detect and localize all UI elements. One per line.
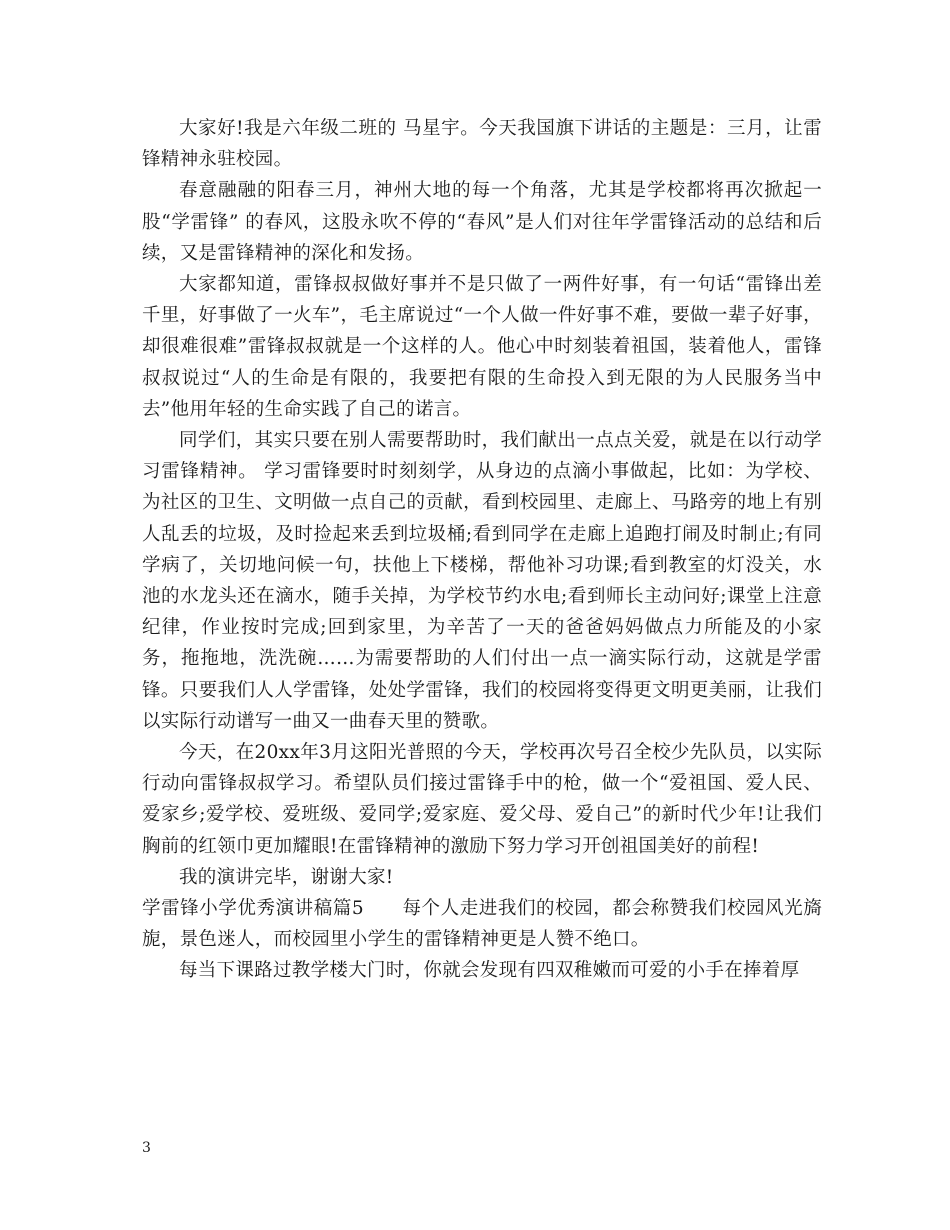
paragraph-greeting: 大家好!我是六年级二班的 马星宇。今天我国旗下讲话的主题是：三月，让雷锋精神永驻校园。 <box>142 118 822 171</box>
paragraph-today: 今天，在20xx年3月这阳光普照的今天，学校再次号召全校少先队员，以实际行动向雷锋叔叔学习。希望队员们接过雷锋手中的枪，做一个“爱祖国、爱人民、爱家乡;爱学校、爱班级、爱同学;爱家庭、爱父母、爱自己”的新时代少年!让我们胸前的红领巾更加耀眼!在雷锋精神的激励下努力学习开创祖国美好的前程! <box>142 742 822 857</box>
page-number: 3 <box>142 1140 151 1156</box>
paragraph-speech-5-heading: 学雷锋小学优秀演讲稿篇5 每个人走进我们的校园，都会称赞我们校园风光旖旎，景色迷人，而校园里小学生的雷锋精神更是人赞不绝口。 <box>142 898 822 951</box>
paragraph-classmates: 同学们，其实只要在别人需要帮助时，我们献出一点点关爱，就是在以行动学习雷锋精神。 学习雷锋要时时刻刻学，从身边的点滴小事做起，比如：为学校、为社区的卫生、文明做一点自己的贡献，看到校园里、走廊上、马路旁的地上有别人乱丢的垃圾，及时捡起来丢到垃圾桶;看到同学在走廊上追跑打闹及时制止;有同学病了，关切地问候一句，扶他上下楼梯，帮他补习功课;看到教室的灯没关，水池的水龙头还在滴水，随手关掉，为学校节约水电;看到师长主动问好;课堂上注意纪律，作业按时完成;回到家里，为辛苦了一天的爸爸妈妈做点力所能及的小家务，拖拖地，洗洗碗……为需要帮助的人们付出一点一滴实际行动，这就是学雷锋。只要我们人人学雷锋，处处学雷锋，我们的校园将变得更文明更美丽，让我们以实际行动谱写一曲又一曲春天里的赞歌。 <box>142 430 822 732</box>
paragraph-good-deeds: 大家都知道，雷锋叔叔做好事并不是只做了一两件好事，有一句话“雷锋出差千里，好事做了一火车”，毛主席说过“一个人做一件好事不难，要做一辈子好事，却很难很难”雷锋叔叔就是一个这样的人。他心中时刻装着祖国，装着他人，雷锋叔叔说过“人的生命是有限的，我要把有限的生命投入到无限的为人民服务当中去”他用年轻的生命实践了自己的诺言。 <box>142 274 822 420</box>
paragraph-spring: 春意融融的阳春三月，神州大地的每一个角落，尤其是学校都将再次掀起一股“学雷锋” 的春风，这股永吹不停的“春风”是人们对往年学雷锋活动的总结和后续，又是雷锋精神的深化和发扬。 <box>142 180 822 264</box>
paragraph-closing: 我的演讲完毕，谢谢大家! <box>179 866 394 888</box>
document-body <box>142 113 822 987</box>
paragraph-after-class: 每当下课路过教学楼大门时，你就会发现有四双稚嫩而可爱的小手在捧着厚 <box>179 960 800 982</box>
